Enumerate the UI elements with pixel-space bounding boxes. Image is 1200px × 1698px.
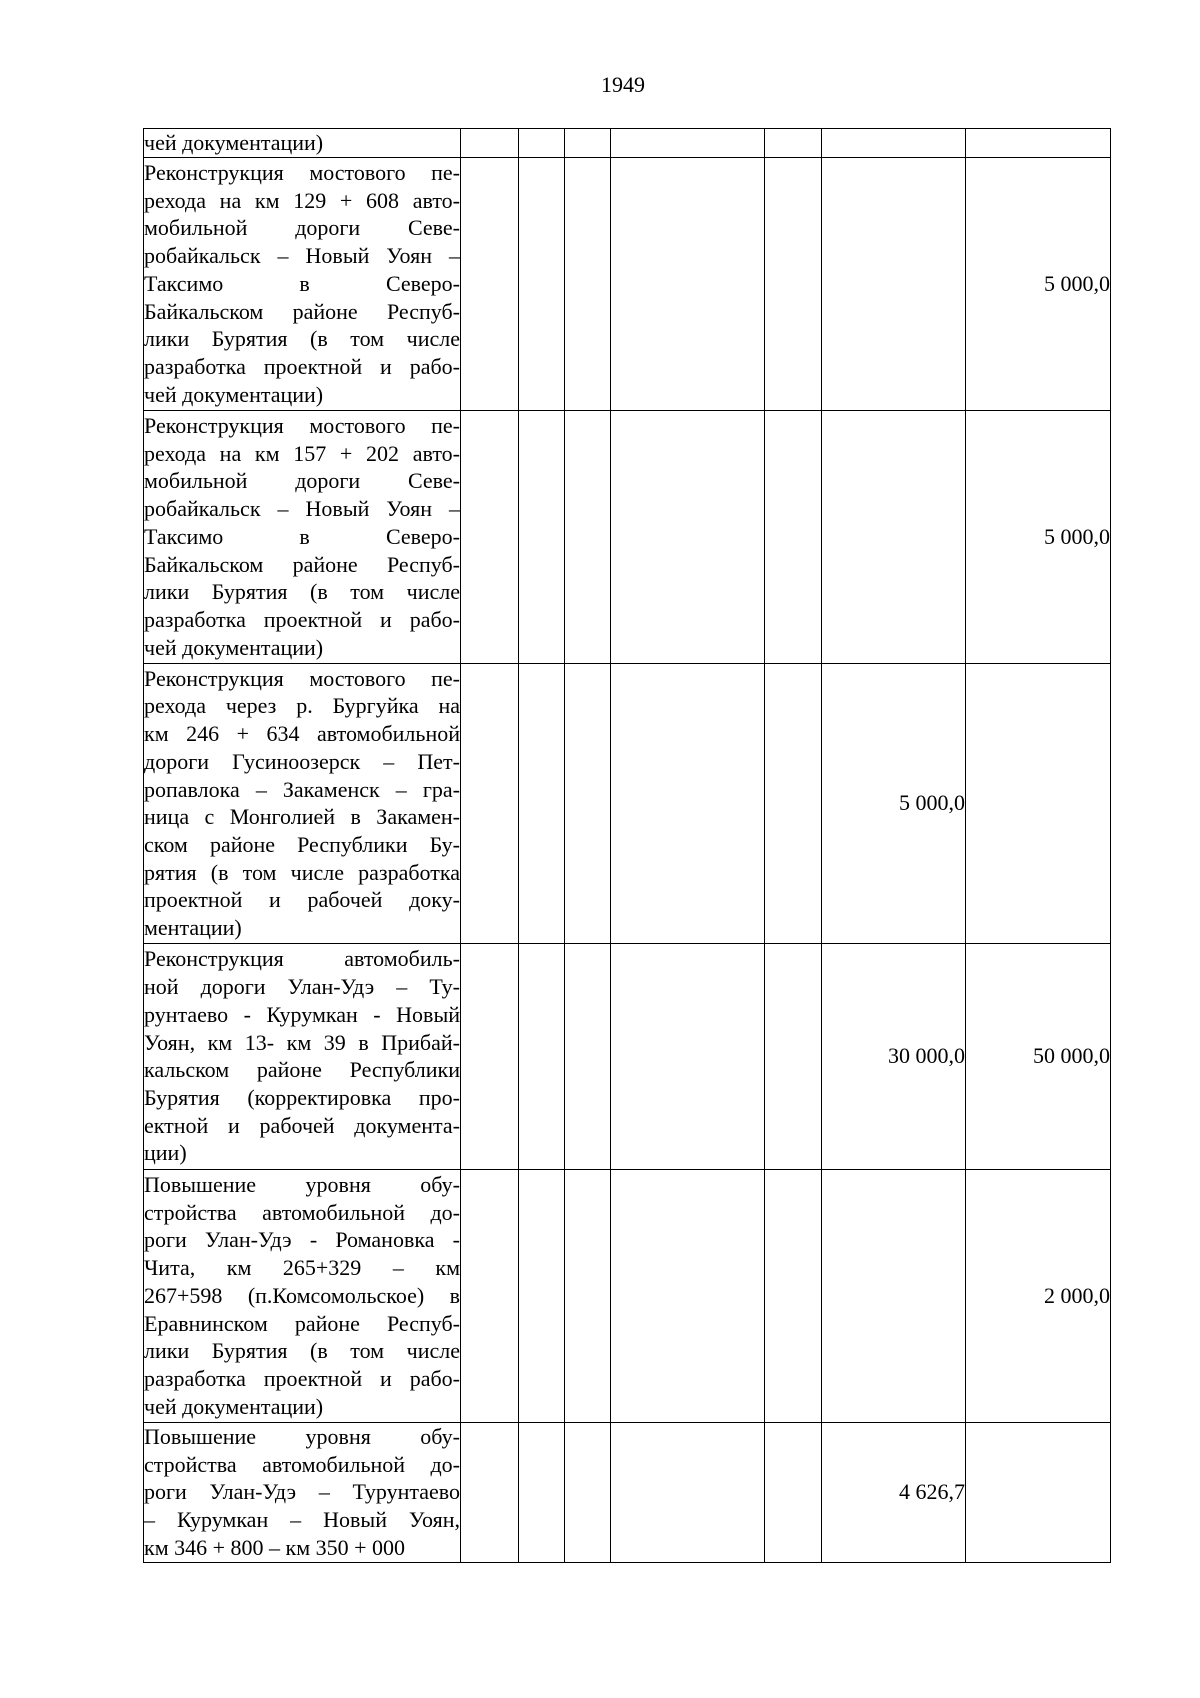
project-name-line: Еравнинском районе Респуб-	[144, 1310, 460, 1336]
empty-cell	[611, 157, 765, 410]
table-row	[144, 663, 1111, 943]
project-name-line: Байкальском районе Респуб-	[144, 298, 460, 324]
project-name-cell	[144, 663, 461, 943]
project-name-line: разработка проектной и рабо-	[144, 353, 460, 379]
project-name-line: робайкальск – Новый Уоян –	[144, 243, 460, 269]
project-name-line: Байкальском районе Респуб-	[144, 551, 460, 577]
project-name-line: проектной и рабочей доку-	[144, 887, 460, 913]
empty-cell	[519, 410, 565, 663]
empty-cell	[765, 157, 822, 410]
project-name-line: лики Бурятия (в том числе	[144, 579, 460, 605]
project-name-cell	[144, 157, 461, 410]
empty-cell	[765, 943, 822, 1169]
project-name-line: ропавлока – Закаменск – гра-	[144, 776, 460, 802]
amount-cell	[966, 129, 1111, 158]
table-row	[144, 943, 1111, 1169]
project-name-line: разработка проектной и рабо-	[144, 1365, 460, 1391]
budget-table	[143, 128, 1111, 1563]
project-name-line: ектной и рабочей документа-	[144, 1112, 460, 1138]
project-name-line: кальском районе Республики	[144, 1057, 460, 1083]
empty-cell	[461, 1169, 519, 1422]
amount-cell: 5 000,0	[822, 663, 966, 943]
table-row	[144, 1169, 1111, 1422]
project-name-line: рехода на км 157 + 202 авто-	[144, 440, 460, 466]
project-name-line: Реконструкция мостового пе-	[144, 665, 460, 691]
amount-cell	[822, 129, 966, 158]
project-name-line: стройства автомобильной до-	[144, 1199, 460, 1225]
project-name-line: км 246 + 634 автомобильной	[144, 721, 460, 747]
amount-cell	[966, 663, 1111, 943]
amount-cell	[822, 410, 966, 663]
empty-cell	[565, 1169, 611, 1422]
project-name-line: Реконструкция автомобиль-	[144, 946, 460, 972]
empty-cell	[519, 663, 565, 943]
project-name-line: 267+598 (п.Комсомольское) в	[144, 1282, 460, 1308]
project-name-line: лики Бурятия (в том числе	[144, 1338, 460, 1364]
project-name-line: рунтаево - Курумкан - Новый	[144, 1001, 460, 1027]
project-name-line: разработка проектной и рабо-	[144, 606, 460, 632]
empty-cell	[565, 1422, 611, 1562]
page-number: 1949	[601, 72, 645, 97]
amount-cell	[822, 157, 966, 410]
empty-cell	[519, 129, 565, 158]
empty-cell	[565, 129, 611, 158]
project-name-line: роги Улан-Удэ – Турунтаево	[144, 1479, 460, 1505]
project-name-cell	[144, 1422, 461, 1562]
empty-cell	[461, 410, 519, 663]
empty-cell	[519, 1169, 565, 1422]
empty-cell	[519, 1422, 565, 1562]
project-name-line: ментации)	[144, 915, 242, 941]
project-name-line: ции)	[144, 1140, 187, 1166]
project-name-line: ском районе Республики Бу-	[144, 831, 460, 857]
table-row	[144, 129, 1111, 158]
project-name-line: – Курумкан – Новый Уоян,	[144, 1507, 460, 1533]
empty-cell	[461, 663, 519, 943]
empty-cell	[565, 663, 611, 943]
amount-cell: 4 626,7	[822, 1422, 966, 1562]
project-name-line: лики Бурятия (в том числе	[144, 326, 460, 352]
empty-cell	[461, 129, 519, 158]
empty-cell	[565, 157, 611, 410]
project-name-line: чей документации)	[144, 130, 324, 155]
project-name-line: рехода на км 129 + 608 авто-	[144, 187, 460, 213]
amount-cell: 2 000,0	[966, 1169, 1111, 1422]
table-body	[144, 129, 1111, 1563]
project-name-line: Таксимо в Северо-	[144, 270, 460, 296]
empty-cell	[765, 410, 822, 663]
empty-cell	[565, 943, 611, 1169]
project-name-line: мобильной дороги Севе-	[144, 215, 460, 241]
project-name-line: чей документации)	[144, 1393, 324, 1419]
table-row	[144, 157, 1111, 410]
table-row	[144, 1422, 1111, 1562]
project-name-line: робайкальск – Новый Уоян –	[144, 496, 460, 522]
project-name-cell	[144, 943, 461, 1169]
project-name-cell	[144, 129, 461, 158]
table-row	[144, 410, 1111, 663]
project-name-line: км 346 + 800 – км 350 + 000	[144, 1534, 406, 1560]
empty-cell	[611, 943, 765, 1169]
empty-cell	[765, 663, 822, 943]
empty-cell	[461, 943, 519, 1169]
empty-cell	[765, 1422, 822, 1562]
project-name-line: ной дороги Улан-Удэ – Ту-	[144, 974, 460, 1000]
empty-cell	[519, 157, 565, 410]
empty-cell	[461, 1422, 519, 1562]
project-name-line: чей документации)	[144, 381, 324, 407]
project-name-line: роги Улан-Удэ - Романовка -	[144, 1227, 460, 1253]
project-name-cell	[144, 410, 461, 663]
project-name-line: чей документации)	[144, 634, 324, 660]
amount-cell: 50 000,0	[966, 943, 1111, 1169]
project-name-line: рятия (в том числе разработка	[144, 859, 460, 885]
empty-cell	[461, 157, 519, 410]
empty-cell	[765, 1169, 822, 1422]
amount-cell	[822, 1169, 966, 1422]
empty-cell	[765, 129, 822, 158]
project-name-line: Реконструкция мостового пе-	[144, 160, 460, 186]
amount-cell: 5 000,0	[966, 410, 1111, 663]
project-name-line: Повышение уровня обу-	[144, 1423, 460, 1449]
amount-cell	[966, 1422, 1111, 1562]
empty-cell	[611, 129, 765, 158]
project-name-line: Уоян, км 13- км 39 в Прибай-	[144, 1029, 460, 1055]
empty-cell	[565, 410, 611, 663]
project-name-line: дороги Гусиноозерск – Пет-	[144, 748, 460, 774]
project-name-line: Бурятия (корректировка про-	[144, 1084, 460, 1110]
empty-cell	[519, 943, 565, 1169]
empty-cell	[611, 663, 765, 943]
project-name-line: Таксимо в Северо-	[144, 523, 460, 549]
project-name-line: ница с Монголией в Закамен-	[144, 804, 460, 830]
project-name-cell	[144, 1169, 461, 1422]
project-name-line: Повышение уровня обу-	[144, 1172, 460, 1198]
amount-cell: 30 000,0	[822, 943, 966, 1169]
project-name-line: рехода через р. Бургуйка на	[144, 693, 460, 719]
project-name-line: Чита, км 265+329 – км	[144, 1255, 460, 1281]
empty-cell	[611, 1422, 765, 1562]
project-name-line: стройства автомобильной до-	[144, 1451, 460, 1477]
amount-cell: 5 000,0	[966, 157, 1111, 410]
empty-cell	[611, 1169, 765, 1422]
project-name-line: Реконструкция мостового пе-	[144, 413, 460, 439]
empty-cell	[611, 410, 765, 663]
project-name-line: мобильной дороги Севе-	[144, 468, 460, 494]
